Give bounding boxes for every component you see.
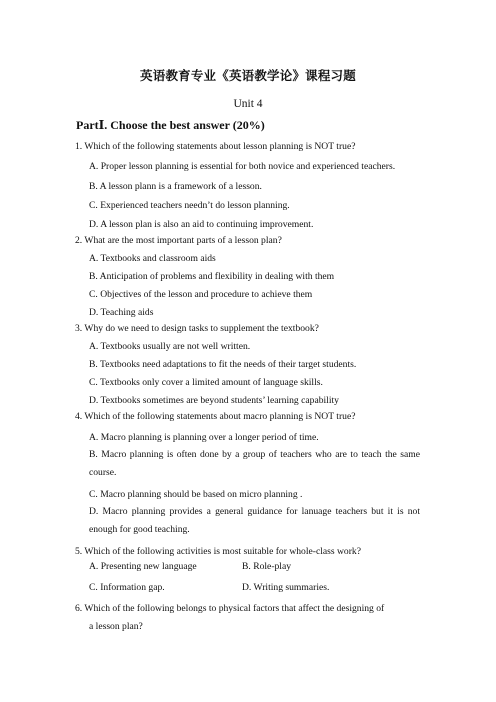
question-5-option-b: B. Role-play [242, 561, 292, 572]
question-5-option-a: A. Presenting new language [89, 561, 197, 572]
question-2-option-a: A. Textbooks and classroom aids [89, 253, 216, 264]
question-4-stem: 4. Which of the following statements about macro planning is NOT true? [75, 411, 356, 422]
question-5-option-d: D. Writing summaries. [242, 582, 330, 593]
question-3-option-a: A. Textbooks usually are not well written. [89, 341, 251, 352]
question-5-option-c: C. Information gap. [89, 582, 165, 593]
question-6-stem: 6. Which of the following belongs to physical factors that affect the designing of [75, 603, 385, 614]
question-2-stem: 2. What are the most important parts of a lesson plan? [75, 235, 282, 246]
question-3-option-c: C. Textbooks only cover a limited amount of language skills. [89, 377, 323, 388]
question-1-stem: 1. Which of the following statements about lesson planning is NOT true? [75, 141, 356, 152]
question-2-option-b: B. Anticipation of problems and flexibility in dealing with them [89, 271, 335, 282]
question-1-option-d: D. A lesson plan is also an aid to continuing improvement. [89, 219, 314, 230]
part-heading: PartⅠ. Choose the best answer (20%) [76, 118, 265, 132]
question-1-option-c: C. Experienced teachers needn’t do lesson planning. [89, 200, 290, 211]
question-4-option-a: A. Macro planning is planning over a longer period of time. [89, 432, 319, 443]
question-6-stem-continued: a lesson plan? [89, 621, 143, 632]
question-1-option-b: B. A lesson plann is a framework of a lesson. [89, 181, 262, 192]
question-4-option-b [75, 446, 420, 482]
question-3-option-d: D. Textbooks sometimes are beyond students’ learning capability [89, 395, 339, 406]
question-4-option-b-text: B. Macro planning is often done by a group of teachers who are to teach the same course. [89, 449, 420, 478]
unit-heading: Unit 4 [233, 98, 263, 110]
question-4-option-d [75, 503, 420, 539]
question-4-option-d-text: D. Macro planning provides a general guidance for lanuage teachers but it is not enough for good teaching. [89, 506, 420, 535]
question-5-stem: 5. Which of the following activities is most suitable for whole-class work? [75, 546, 361, 557]
question-2-option-c: C. Objectives of the lesson and procedure to achieve them [89, 289, 313, 300]
question-2-option-d: D. Teaching aids [89, 307, 154, 318]
question-3-option-b: B. Textbooks need adaptations to fit the needs of their target students. [89, 359, 357, 370]
question-4-option-c: C. Macro planning should be based on micro planning . [89, 489, 303, 500]
question-1-option-a: A. Proper lesson planning is essential for both novice and experienced teachers. [89, 161, 396, 172]
question-3-stem: 3. Why do we need to design tasks to supplement the textbook? [75, 323, 319, 334]
page-title: 英语教育专业《英语教学论》课程习题 [140, 68, 356, 83]
